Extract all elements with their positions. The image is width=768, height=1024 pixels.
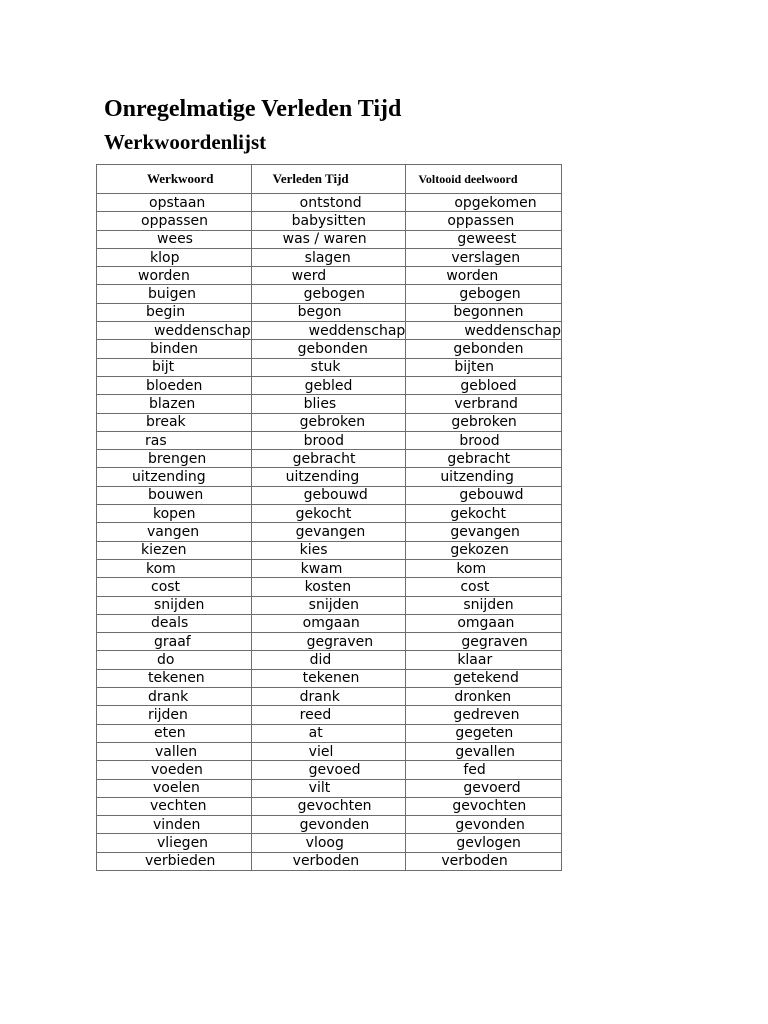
cell-verleden-tijd (251, 761, 406, 779)
cell-werkwoord-text: bouwen (148, 487, 204, 504)
table-row (97, 742, 562, 760)
header-werkwoord (97, 165, 252, 194)
table-row (97, 688, 562, 706)
cell-verleden-tijd-text: gegraven (306, 633, 374, 650)
cell-verleden-tijd-text: gebracht (292, 450, 356, 467)
cell-verleden-tijd (251, 559, 406, 577)
cell-voltooid-deelwoord-text: fed (463, 761, 486, 778)
cell-verleden-tijd (251, 285, 406, 303)
cell-voltooid-deelwoord-text: gevlogen (456, 835, 521, 852)
cell-verleden-tijd-text: werd (291, 267, 327, 284)
cell-verleden-tijd-text: gebogen (303, 286, 365, 303)
cell-voltooid-deelwoord-text: gebonden (453, 341, 524, 358)
cell-voltooid-deelwoord-text: gevonden (455, 816, 525, 833)
table-row (97, 834, 562, 852)
cell-verleden-tijd (251, 340, 406, 358)
table-row (97, 230, 562, 248)
cell-werkwoord-text: drank (148, 688, 189, 705)
cell-werkwoord-text: binden (150, 341, 199, 358)
cell-werkwoord-text: tekenen (148, 670, 205, 687)
cell-verleden-tijd (251, 779, 406, 797)
cell-werkwoord (97, 358, 252, 376)
table-row (97, 578, 562, 596)
cell-verleden-tijd (251, 230, 406, 248)
cell-voltooid-deelwoord-text: gekocht (450, 505, 507, 522)
cell-voltooid-deelwoord-text: gevoerd (463, 780, 521, 797)
cell-voltooid-deelwoord (406, 816, 562, 834)
cell-voltooid-deelwoord (406, 688, 562, 706)
cell-voltooid-deelwoord (406, 505, 562, 523)
cell-verleden-tijd-text: vloog (305, 835, 344, 852)
cell-voltooid-deelwoord-text: verslagen (451, 249, 521, 266)
cell-werkwoord-text: voelen (153, 780, 200, 797)
cell-verleden-tijd-text: did (309, 652, 332, 669)
cell-verleden-tijd-text: gebonden (297, 341, 368, 358)
cell-verleden-tijd (251, 706, 406, 724)
cell-werkwoord (97, 596, 252, 614)
cell-werkwoord (97, 468, 252, 486)
cell-werkwoord-text: begin (146, 304, 186, 321)
cell-verleden-tijd (251, 797, 406, 815)
cell-werkwoord-text: cost (151, 578, 181, 595)
cell-werkwoord-text: snijden (154, 597, 205, 614)
cell-voltooid-deelwoord (406, 633, 562, 651)
cell-voltooid-deelwoord-text: gegeten (455, 725, 514, 742)
cell-voltooid-deelwoord (406, 450, 562, 468)
cell-werkwoord (97, 852, 252, 870)
table-row (97, 596, 562, 614)
cell-werkwoord (97, 523, 252, 541)
cell-werkwoord (97, 395, 252, 413)
cell-verleden-tijd-text: gebouwd (303, 487, 368, 504)
cell-voltooid-deelwoord (406, 395, 562, 413)
table-row (97, 706, 562, 724)
cell-voltooid-deelwoord-text: weddenschap (464, 322, 561, 339)
cell-verleden-tijd (251, 852, 406, 870)
cell-werkwoord-text: vangen (147, 523, 200, 540)
cell-werkwoord (97, 724, 252, 742)
cell-voltooid-deelwoord (406, 340, 562, 358)
cell-voltooid-deelwoord (406, 358, 562, 376)
cell-verleden-tijd-text: tekenen (302, 670, 360, 687)
cell-voltooid-deelwoord (406, 413, 562, 431)
cell-verleden-tijd (251, 212, 406, 230)
cell-voltooid-deelwoord (406, 303, 562, 321)
cell-verleden-tijd (251, 358, 406, 376)
cell-verleden-tijd-text: slagen (304, 249, 351, 266)
cell-werkwoord (97, 486, 252, 504)
cell-werkwoord-text: worden (138, 267, 190, 284)
table-row (97, 358, 562, 376)
cell-werkwoord-text: bijt (152, 359, 175, 376)
table-row (97, 669, 562, 687)
cell-voltooid-deelwoord (406, 431, 562, 449)
cell-verleden-tijd (251, 486, 406, 504)
cell-verleden-tijd-text: gevangen (295, 523, 366, 540)
cell-voltooid-deelwoord-text: gevochten (452, 798, 527, 815)
cell-voltooid-deelwoord (406, 376, 562, 394)
cell-voltooid-deelwoord-text: uitzending (440, 469, 514, 486)
cell-werkwoord (97, 340, 252, 358)
header-voltooid-deelwoord (406, 165, 562, 194)
cell-voltooid-deelwoord-text: brood (459, 432, 500, 449)
cell-verleden-tijd-text: kwam (300, 560, 343, 577)
cell-werkwoord (97, 614, 252, 632)
table-row (97, 651, 562, 669)
cell-verleden-tijd-text: snijden (308, 597, 359, 614)
cell-werkwoord (97, 797, 252, 815)
cell-voltooid-deelwoord (406, 797, 562, 815)
cell-voltooid-deelwoord (406, 761, 562, 779)
cell-verleden-tijd-text: at (308, 725, 323, 742)
cell-werkwoord (97, 651, 252, 669)
cell-werkwoord (97, 194, 252, 212)
cell-voltooid-deelwoord-text: verboden (441, 853, 508, 870)
cell-verleden-tijd-text: reed (299, 706, 332, 723)
cell-verleden-tijd (251, 322, 406, 340)
cell-voltooid-deelwoord (406, 267, 562, 285)
cell-voltooid-deelwoord (406, 834, 562, 852)
cell-werkwoord-text: bloeden (146, 377, 203, 394)
cell-verleden-tijd-text: ontstond (299, 194, 362, 211)
cell-werkwoord (97, 285, 252, 303)
table-row (97, 285, 562, 303)
cell-werkwoord (97, 688, 252, 706)
cell-werkwoord (97, 303, 252, 321)
cell-verleden-tijd-text: babysitten (291, 212, 366, 229)
cell-verleden-tijd-text: gekocht (295, 505, 352, 522)
cell-voltooid-deelwoord-text: bijten (454, 359, 494, 376)
cell-verleden-tijd (251, 523, 406, 541)
cell-verleden-tijd-text: gebled (304, 377, 353, 394)
cell-voltooid-deelwoord-text: gebroken (451, 414, 517, 431)
cell-werkwoord (97, 413, 252, 431)
cell-voltooid-deelwoord-text: cost (460, 578, 490, 595)
cell-werkwoord (97, 816, 252, 834)
cell-werkwoord (97, 212, 252, 230)
cell-voltooid-deelwoord-text: geweest (457, 231, 517, 248)
table-row (97, 724, 562, 742)
cell-werkwoord-text: klop (150, 249, 180, 266)
cell-verleden-tijd (251, 688, 406, 706)
cell-verleden-tijd (251, 651, 406, 669)
cell-werkwoord-text: vechten (150, 798, 207, 815)
cell-werkwoord (97, 541, 252, 559)
cell-werkwoord (97, 669, 252, 687)
cell-verleden-tijd (251, 267, 406, 285)
cell-werkwoord (97, 761, 252, 779)
cell-werkwoord-text: rijden (148, 706, 188, 723)
cell-verleden-tijd-text: omgaan (302, 615, 360, 632)
cell-voltooid-deelwoord (406, 523, 562, 541)
cell-verleden-tijd-text: was / waren (282, 231, 367, 248)
cell-voltooid-deelwoord-text: snijden (463, 597, 514, 614)
cell-werkwoord-text: kopen (153, 505, 196, 522)
cell-verleden-tijd-text: stuk (310, 359, 341, 376)
cell-werkwoord (97, 431, 252, 449)
cell-verleden-tijd-text: kies (299, 542, 328, 559)
cell-werkwoord (97, 633, 252, 651)
cell-voltooid-deelwoord-text: gegraven (461, 633, 528, 650)
cell-verleden-tijd-text: begon (297, 304, 342, 321)
cell-voltooid-deelwoord-text: verbrand (454, 395, 518, 412)
table-row (97, 303, 562, 321)
table-row (97, 486, 562, 504)
cell-verleden-tijd (251, 541, 406, 559)
cell-verleden-tijd (251, 303, 406, 321)
cell-verleden-tijd-text: viel (308, 743, 334, 760)
table-row (97, 194, 562, 212)
table-row (97, 779, 562, 797)
cell-voltooid-deelwoord (406, 559, 562, 577)
cell-werkwoord-text: kiezen (141, 542, 187, 559)
cell-werkwoord-text: verbieden (145, 853, 216, 870)
table-row (97, 468, 562, 486)
cell-werkwoord-text: deals (151, 615, 189, 632)
cell-voltooid-deelwoord (406, 578, 562, 596)
cell-werkwoord-text: do (157, 652, 175, 669)
cell-voltooid-deelwoord (406, 779, 562, 797)
table-row (97, 559, 562, 577)
table-row (97, 395, 562, 413)
cell-voltooid-deelwoord (406, 248, 562, 266)
cell-verleden-tijd (251, 413, 406, 431)
cell-verleden-tijd (251, 450, 406, 468)
cell-werkwoord-text: vliegen (157, 835, 209, 852)
cell-werkwoord-text: opstaan (149, 194, 206, 211)
cell-voltooid-deelwoord (406, 669, 562, 687)
cell-werkwoord-text: eten (154, 725, 186, 742)
cell-voltooid-deelwoord (406, 596, 562, 614)
table-row (97, 340, 562, 358)
cell-verleden-tijd (251, 834, 406, 852)
header-voltooid-deelwoord-label: Voltooid deelwoord (418, 172, 518, 186)
cell-werkwoord-text: weddenschap (154, 322, 251, 339)
table-header-row (97, 165, 562, 194)
cell-verleden-tijd-text: gevoed (308, 761, 361, 778)
cell-voltooid-deelwoord-text: gebloed (460, 377, 517, 394)
cell-voltooid-deelwoord (406, 486, 562, 504)
cell-voltooid-deelwoord-text: oppassen (447, 212, 515, 229)
cell-voltooid-deelwoord (406, 742, 562, 760)
cell-voltooid-deelwoord (406, 724, 562, 742)
cell-werkwoord-text: ras (145, 432, 167, 449)
table-row (97, 267, 562, 285)
cell-werkwoord (97, 559, 252, 577)
cell-werkwoord-text: wees (157, 231, 193, 248)
cell-werkwoord-text: vallen (155, 743, 198, 760)
cell-voltooid-deelwoord-text: klaar (457, 652, 493, 669)
cell-werkwoord (97, 322, 252, 340)
cell-verleden-tijd (251, 724, 406, 742)
table-row (97, 761, 562, 779)
cell-verleden-tijd-text: brood (303, 432, 345, 449)
cell-verleden-tijd-text: gevochten (297, 798, 372, 815)
table-row (97, 797, 562, 815)
cell-voltooid-deelwoord-text: kom (456, 560, 487, 577)
cell-voltooid-deelwoord-text: gevangen (450, 523, 520, 540)
cell-verleden-tijd (251, 376, 406, 394)
cell-voltooid-deelwoord-text: gevallen (455, 743, 515, 760)
cell-verleden-tijd-text: gevonden (299, 816, 370, 833)
cell-voltooid-deelwoord (406, 285, 562, 303)
cell-voltooid-deelwoord (406, 322, 562, 340)
cell-voltooid-deelwoord-text: gekozen (450, 542, 509, 559)
cell-voltooid-deelwoord-text: omgaan (457, 615, 515, 632)
cell-verleden-tijd-text: weddenschap (308, 322, 406, 339)
cell-werkwoord (97, 376, 252, 394)
table-row (97, 614, 562, 632)
cell-werkwoord (97, 742, 252, 760)
cell-voltooid-deelwoord-text: dronken (454, 688, 512, 705)
cell-voltooid-deelwoord-text: gedreven (453, 706, 520, 723)
cell-verleden-tijd (251, 468, 406, 486)
cell-voltooid-deelwoord-text: worden (446, 267, 499, 284)
cell-werkwoord (97, 779, 252, 797)
cell-verleden-tijd (251, 669, 406, 687)
table-row (97, 248, 562, 266)
table-row (97, 852, 562, 870)
cell-voltooid-deelwoord (406, 230, 562, 248)
table-row (97, 413, 562, 431)
cell-voltooid-deelwoord-text: begonnen (453, 304, 524, 321)
cell-verleden-tijd (251, 633, 406, 651)
cell-werkwoord-text: oppassen (141, 212, 208, 229)
cell-verleden-tijd-text: verboden (292, 853, 360, 870)
table-row (97, 523, 562, 541)
cell-werkwoord (97, 267, 252, 285)
table-row (97, 816, 562, 834)
cell-werkwoord-text: uitzending (132, 469, 206, 486)
cell-werkwoord (97, 248, 252, 266)
verb-table (96, 164, 562, 871)
table-row (97, 322, 562, 340)
cell-voltooid-deelwoord (406, 468, 562, 486)
table-row (97, 212, 562, 230)
cell-voltooid-deelwoord-text: gebouwd (459, 487, 524, 504)
table-row (97, 376, 562, 394)
cell-werkwoord-text: vinden (153, 816, 201, 833)
cell-werkwoord-text: blazen (149, 395, 196, 412)
cell-voltooid-deelwoord-text: getekend (453, 670, 519, 687)
cell-werkwoord (97, 578, 252, 596)
cell-verleden-tijd-text: blies (303, 395, 337, 412)
cell-voltooid-deelwoord-text: gebracht (447, 450, 511, 467)
cell-verleden-tijd (251, 816, 406, 834)
cell-verleden-tijd (251, 742, 406, 760)
cell-werkwoord (97, 450, 252, 468)
cell-verleden-tijd-text: uitzending (285, 469, 360, 486)
cell-verleden-tijd-text: gebroken (299, 414, 366, 431)
cell-verleden-tijd-text: vilt (308, 780, 331, 797)
cell-voltooid-deelwoord (406, 651, 562, 669)
cell-verleden-tijd-text: kosten (304, 578, 352, 595)
cell-werkwoord (97, 230, 252, 248)
cell-voltooid-deelwoord-text: gebogen (459, 286, 521, 303)
table-row (97, 541, 562, 559)
cell-werkwoord-text: voeden (151, 761, 203, 778)
cell-werkwoord (97, 706, 252, 724)
cell-verleden-tijd (251, 248, 406, 266)
cell-verleden-tijd (251, 614, 406, 632)
cell-werkwoord-text: buigen (148, 286, 197, 303)
table-row (97, 431, 562, 449)
cell-werkwoord (97, 505, 252, 523)
cell-voltooid-deelwoord-text: opgekomen (454, 194, 537, 211)
cell-werkwoord (97, 834, 252, 852)
table-row (97, 505, 562, 523)
cell-voltooid-deelwoord (406, 194, 562, 212)
header-verleden-tijd-label: Verleden Tijd (272, 171, 349, 186)
header-werkwoord-label: Werkwoord (147, 171, 214, 186)
cell-werkwoord-text: graaf (154, 633, 191, 650)
cell-werkwoord-text: kom (146, 560, 176, 577)
page-subtitle: Werkwoordenlijst (104, 130, 267, 154)
cell-verleden-tijd (251, 578, 406, 596)
cell-verleden-tijd (251, 596, 406, 614)
header-verleden-tijd (251, 165, 406, 194)
cell-verleden-tijd (251, 431, 406, 449)
cell-werkwoord-text: break (146, 414, 186, 431)
cell-voltooid-deelwoord (406, 852, 562, 870)
cell-verleden-tijd (251, 505, 406, 523)
cell-verleden-tijd-text: drank (299, 688, 340, 705)
cell-werkwoord-text: brengen (148, 450, 207, 467)
table-row (97, 633, 562, 651)
cell-voltooid-deelwoord (406, 706, 562, 724)
page-title: Onregelmatige Verleden Tijd (104, 96, 402, 122)
cell-voltooid-deelwoord (406, 541, 562, 559)
cell-voltooid-deelwoord (406, 614, 562, 632)
cell-verleden-tijd (251, 194, 406, 212)
cell-voltooid-deelwoord (406, 212, 562, 230)
cell-verleden-tijd (251, 395, 406, 413)
table-row (97, 450, 562, 468)
